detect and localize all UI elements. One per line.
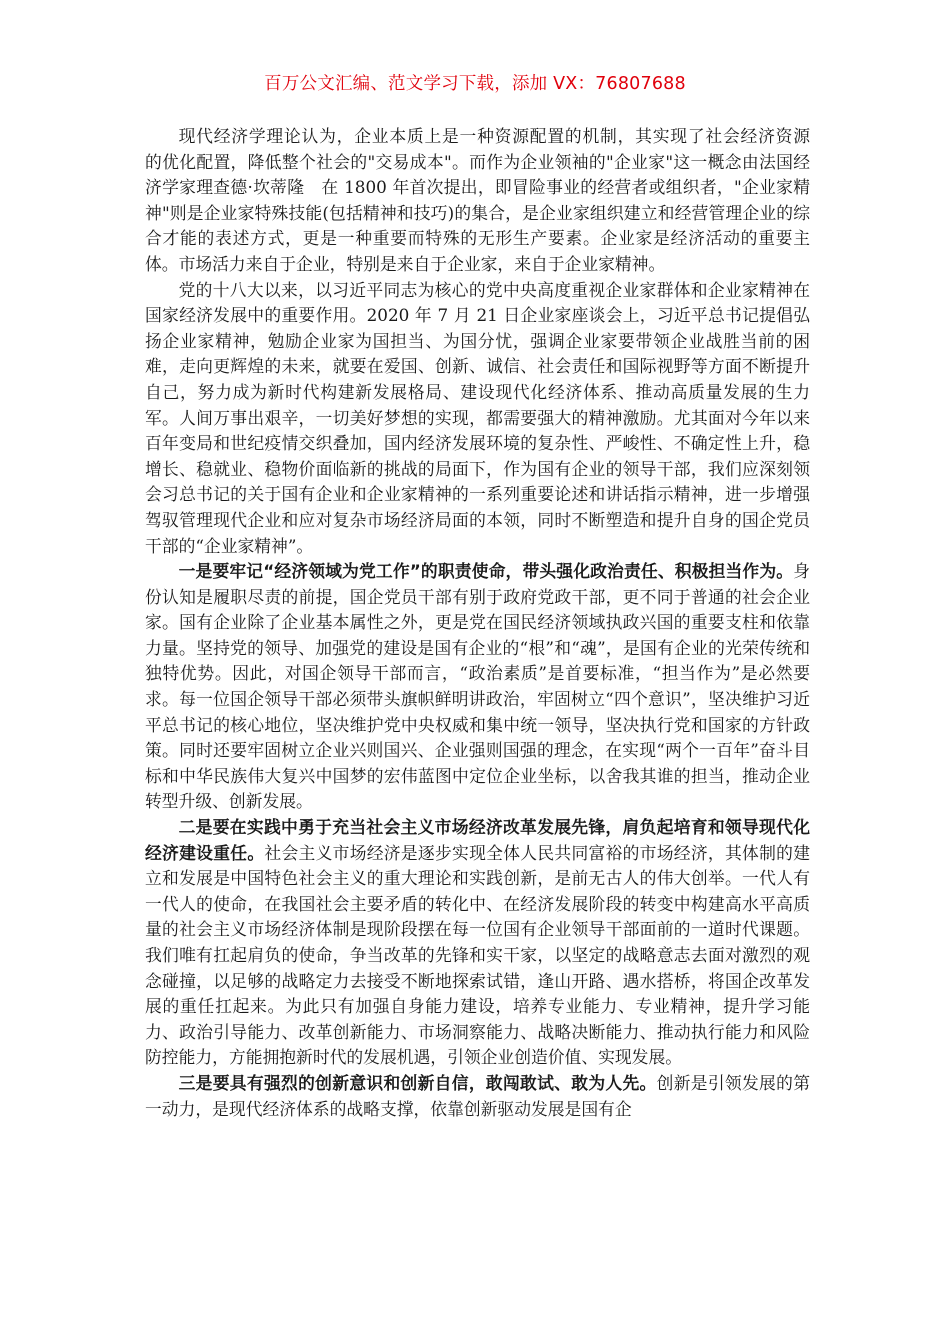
paragraph-text: 创新是引领发展的第一动力，是现代经济体系的战略支撑，依靠创新驱动发展是国有企 (145, 1072, 810, 1119)
paragraph-text: 党的十八大以来，以习近平同志为核心的党中央高度重视企业家群体和企业家精神在国家经济发展中的重要作用。2020 年 7 月 21 日企业家座谈会上，习近平总书记提倡弘扬企业家精神，勉励企业家为国担当、为国分忧，强调企业家要带领企业战胜当前的困难，走向更辉煌的未来，就要在爱国、创新、诚信、社会责任和国际视野等方面不断提升自己，努力成为新时代构建新发展格局、建设现代化经济体系、推动高质量发展的生力军。人间万事出艰辛，一切美好梦想的实现，都需要强大的精神激励。尤其面对今年以来百年变局和世纪疫情交织叠加，国内经济发展环境的复杂性、严峻性、不确定性上升，稳增长、稳就业、稳物价面临新的挑战的局面下，作为国有企业的领导干部，我们应深刻领会习总书记的关于国有企业和企业家精神的一系列重要论述和讲话指示精神，进一步增强驾驭管理现代企业和应对复杂市场经济局面的本领，同时不断塑造和提升自身的国企党员干部的“企业家精神”。 (145, 279, 810, 556)
paragraph-lead: 一是要牢记“经济领域为党工作”的职责使命，带头强化政治责任、积极担当作为。 (178, 561, 794, 582)
paragraph-1 (145, 124, 827, 278)
article-body (145, 124, 827, 1122)
paragraph-2 (145, 278, 810, 560)
paragraph-3 (145, 559, 810, 815)
paragraph-text: 身份认知是履职尽责的前提，国企党员干部有别于政府党政干部，更不同于普通的社会企业家。国有企业除了企业基本属性之外，更是党在国民经济领域执政兴国的重要支柱和依靠力量。坚持党的领导、加强党的建设是国有企业的“根”和“魂”，是国有企业的光荣传统和独特优势。因此，对国企领导干部而言，“政治素质”是首要标准，“担当作为”是必然要求。每一位国企领导干部必须带头旗帜鲜明讲政治，牢固树立“四个意识”，坚决维护习近平总书记的核心地位，坚决维护党中央权威和集中统一领导，坚决执行党和国家的方针政策。同时还要牢固树立企业兴则国兴、企业强则国强的理念，在实现“两个一百年”奋斗目标和中华民族伟大复兴中国梦的宏伟蓝图中定位企业坐标，以舍我其谁的担当，推动企业转型升级、创新发展。 (145, 561, 810, 812)
promo-header: 百万公文汇编、范文学习下载，添加 VX：76807688 (264, 74, 686, 94)
paragraph-text: 现代经济学理论认为，企业本质上是一种资源配置的机制，其实现了社会经济资源 的优化配置，降低整个社会的"交易成本"。而作为企业领袖的"企业家"这一概念由法国经济学家理查德·坎蒂隆 在 1800 年首次提出，即冒险事业的经营者或组织者，"企业家精神"则是企业家特殊技能(包括精神和技巧)的集合，是企业家组织建立和经营管理企业的综合才能的表述方式，更是一种重要而特殊的无形生产要素。企业家是经济活动的重要主体。市场活力来自于企业，特别是来自于企业家，来自于企业家精神。 (145, 126, 827, 274)
paragraph-text: 社会主义市场经济是逐步实现全体人民共同富裕的市场经济，其体制的建立和发展是中国特色社会主义的重大理论和实践创新，是前无古人的伟大创举。一代人有一代人的使命，在我国社会主要矛盾的转化中、在经济发展阶段的转变中构建高水平高质量的社会主义市场经济体制是现阶段摆在每一位国有企业领导干部面前的一道时代课题。我们唯有扛起肩负的使命，争当改革的先锋和实干家，以坚定的战略意志去面对激烈的观念碰撞，以足够的战略定力去接受不断地探索试错，逢山开路、遇水搭桥，将国企改革发展的重任扛起来。为此只有加强自身能力建设，培养专业能力、专业精神，提升学习能力、政治引导能力、改革创新能力、市场洞察能力、战略决断能力、推动执行能力和风险防控能力，方能拥抱新时代的发展机遇，引领企业创造价值、实现发展。 (145, 842, 810, 1068)
paragraph-lead: 三是要具有强烈的创新意识和创新自信，敢闯敢试、敢为人先。 (178, 1072, 657, 1093)
paragraph-lead: 二是要在实践中勇于充当社会主义市场经济改革发展先锋，肩负起培育和领导现代化经济建设重任。 (145, 817, 810, 863)
paragraph-4 (145, 815, 810, 1071)
paragraph-5 (145, 1071, 810, 1122)
